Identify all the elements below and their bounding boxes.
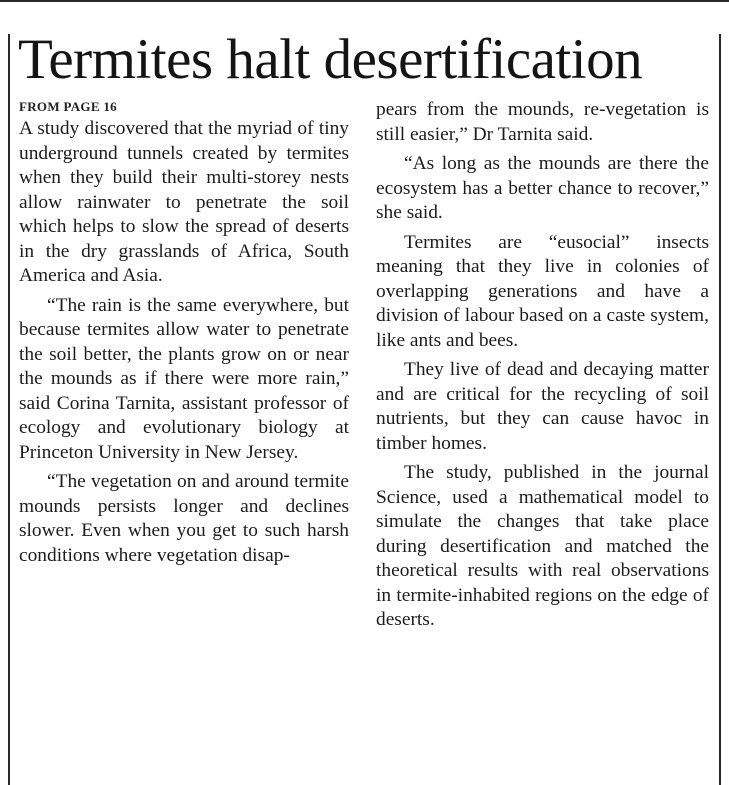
paragraph-6: Termites are “eusocial” insects meaning that they live in colonies of overlapping generations and have a division of labour based on a caste system, like ants and bees.: [376, 231, 709, 351]
headline: Termites halt desertification: [18, 28, 643, 91]
paragraph-4: pears from the mounds, re-vegetation is still easier,” Dr Tarnita said.: [376, 99, 709, 145]
left-column-rule: [8, 34, 10, 785]
paragraph-3: “The vegetation on and around termite mounds persists longer and declines slower. Even when you get to such harsh conditions where vegetation disap-: [19, 471, 349, 566]
paragraph-2: “The rain is the same everywhere, but because termites allow water to penetrate the soil better, the plants grow on or near the mounds as if there were more rain,” said Corina Tarnita, assistant professor of ecology and evolutionary biology at Princeton University in New Jersey.: [19, 294, 349, 463]
top-rule: [0, 0, 729, 2]
paragraph-7: They live of dead and decaying matter and are critical for the recycling of soil nutrients, but they can cause havoc in timber homes.: [376, 359, 709, 454]
paragraph-5: “As long as the mounds are there the ecosystem has a better chance to recover,” she said.: [376, 153, 709, 223]
continued-from-label: FROM PAGE 16: [19, 99, 117, 114]
right-column: [376, 98, 709, 633]
paragraph-8: The study, published in the journal Science, used a mathematical model to simulate the changes that take place during desertification and matched the theoretical results with real observations in termite-inhabited regions on the edge of deserts.: [376, 462, 709, 630]
paragraph-1: A study discovered that the myriad of tiny underground tunnels created by termites when they build their multi-storey nests allow rainwater to penetrate the soil which helps to slow the spread of deserts in the dry grasslands of Africa, South America and Asia.: [19, 118, 349, 286]
left-column: [19, 98, 349, 568]
right-column-rule: [719, 34, 721, 785]
